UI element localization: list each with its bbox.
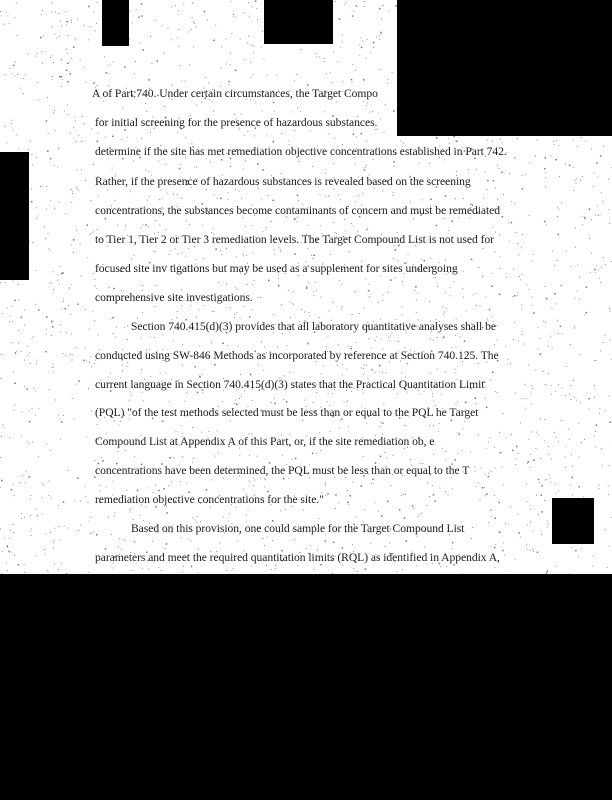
text-line-11: current language in Section 740.415(d)(3) states that the Practical Quantitation Limit [95, 378, 485, 391]
text-line-1: A of Part 740. Under certain circumstances, the Target Compo [92, 87, 378, 100]
text-line-12: (PQL) "of the test methods selected must be less than or equal to the PQL he Target [95, 406, 479, 419]
redaction-block-top-right [397, 0, 612, 136]
redaction-block-bottom [0, 574, 612, 800]
text-line-7: focused site inv tigations but may be used as a supplement for sites undergoing [95, 262, 458, 275]
text-line-17: parameters and meet the required quantitation limits (RQL) as identified in Appendix A, [95, 551, 500, 564]
text-line-6: to Tier 1, Tier 2 or Tier 3 remediation levels. The Target Compound List is not used for [95, 233, 494, 246]
text-line-10: conducted using SW-846 Methods as incorporated by reference at Section 740.125. The [95, 349, 499, 362]
text-line-3: determine if the site has met remediation objective concentrations established in Part 742. [95, 145, 507, 158]
text-line-13: Compound List at Appendix A of this Part, or, if the site remediation ob, e [95, 435, 435, 448]
text-line-15: remediation objective concentrations for the site." [95, 493, 324, 506]
text-line-2: for initial screening for the presence of hazardous substances. [95, 116, 378, 129]
redaction-block-right-margin [552, 498, 594, 544]
text-line-16: Based on this provision, one could sample for the Target Compound List [131, 522, 465, 535]
text-line-9: Section 740.415(d)(3) provides that all laboratory quantitative analyses shall be [131, 320, 496, 333]
redaction-block-top-left [102, 0, 129, 46]
redaction-block-top-center [264, 0, 333, 44]
redaction-block-left-margin [0, 152, 29, 280]
text-line-5: concentrations, the substances become contaminants of concern and must be remediated [95, 204, 500, 217]
text-line-8: comprehensive site investigations. [95, 291, 253, 304]
text-line-4: Rather, if the presence of hazardous substances is revealed based on the screening [95, 175, 471, 188]
text-line-14: concentrations have been determined, the PQL must be less than or equal to the T [95, 464, 470, 477]
